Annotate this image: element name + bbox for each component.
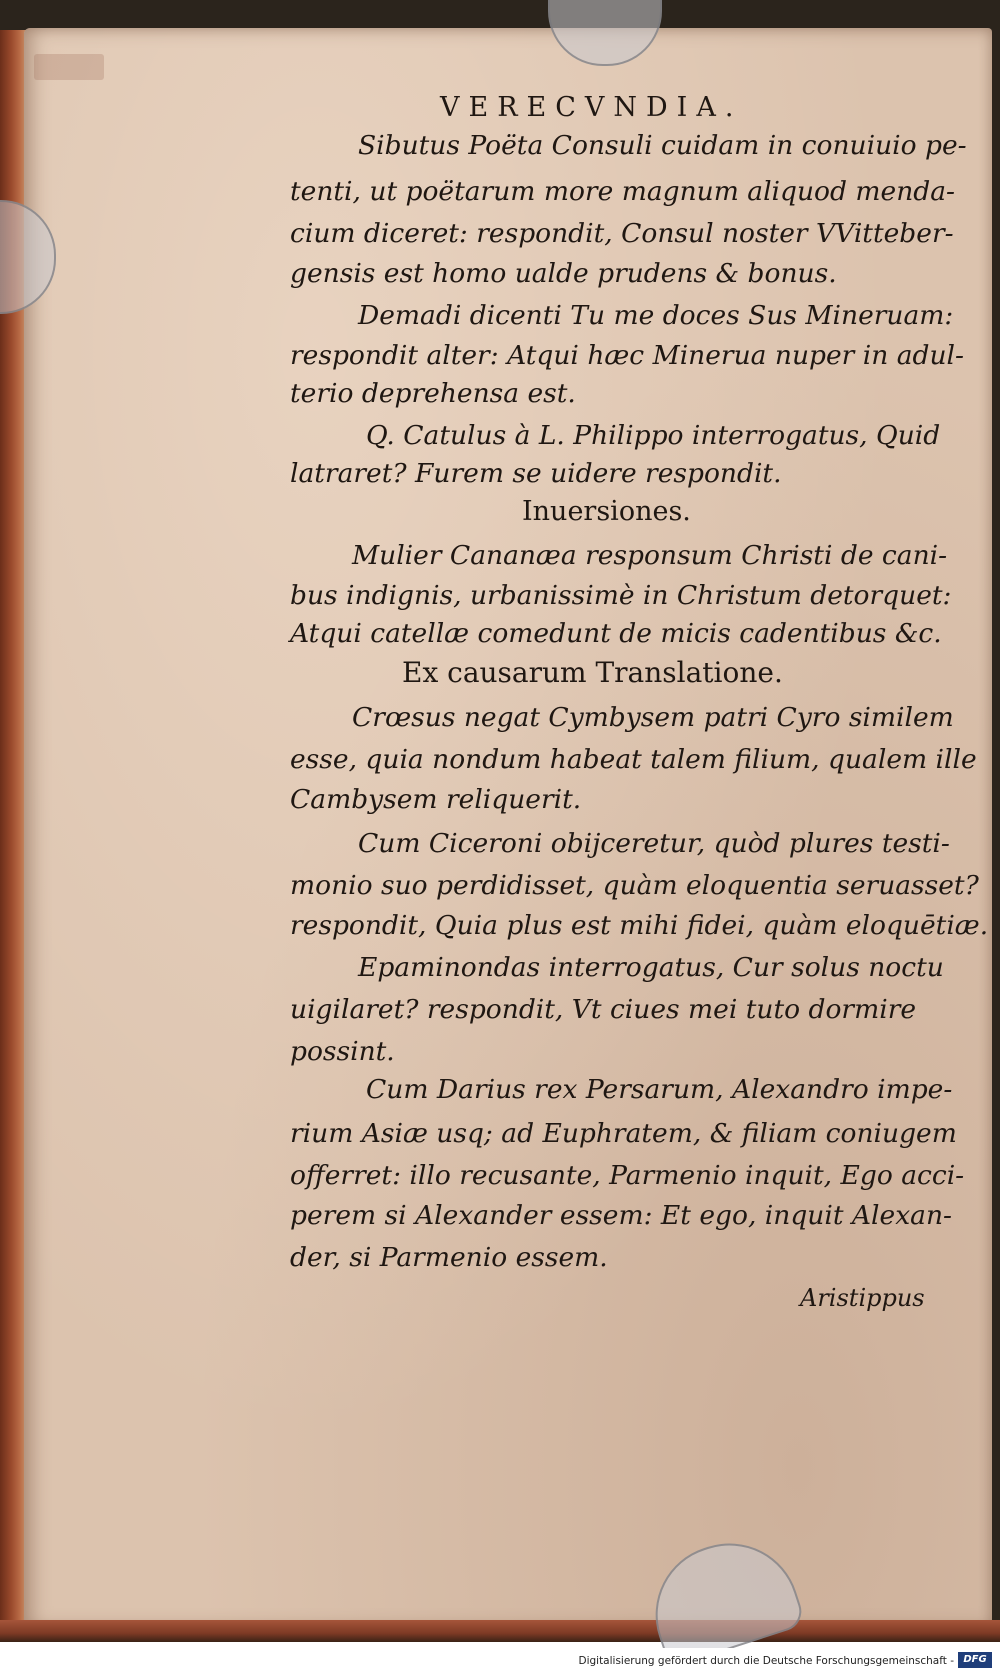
dfg-logo-icon: DFG: [958, 1652, 992, 1668]
text-line: Cum Ciceroni obijceretur, quòd plures testi-: [358, 828, 950, 859]
text-line: Cambysem reliquerit.: [290, 784, 582, 815]
catchword: Aristippus: [800, 1284, 925, 1312]
book-bottom-edge: [0, 1620, 1000, 1642]
text-line: perem si Alexander essem: Et ego, inquit Alexan-: [290, 1200, 952, 1231]
text-line: rium Asiæ usq; ad Euphratem, & filiam coniugem: [290, 1118, 957, 1149]
text-line: uigilaret? respondit, Vt ciues mei tuto dormire: [290, 994, 917, 1025]
text-line: possint.: [290, 1036, 395, 1067]
text-line: respondit alter: Atqui hæc Minerua nuper in adul-: [290, 340, 964, 371]
footer-credit: Digitalisierung gefördert durch die Deutsche Forschungsgemeinschaft -: [578, 1655, 954, 1667]
text-line: Atqui catellæ comedunt de micis cadentibus &c.: [290, 618, 942, 649]
text-line: Mulier Cananæa responsum Christi de cani-: [352, 540, 948, 571]
faded-stamp: [34, 54, 104, 80]
section-heading-inversiones: Inuersiones.: [522, 496, 691, 527]
text-line: Crœsus negat Cymbysem patri Cyro similem: [352, 702, 954, 733]
text-line: latraret? Furem se uidere respondit.: [290, 458, 782, 489]
text-line: gensis est homo ualde prudens & bonus.: [290, 258, 837, 289]
text-line: monio suo perdidisset, quàm eloquentia seruasset?: [290, 870, 979, 901]
text-line: offerret: illo recusante, Parmenio inquit, Ego acci-: [290, 1160, 965, 1191]
text-line: Cum Darius rex Persarum, Alexandro impe-: [366, 1074, 953, 1105]
text-line: der, si Parmenio essem.: [290, 1242, 608, 1273]
running-head: VERECVNDIA.: [440, 92, 743, 123]
text-line: terio deprehensa est.: [290, 378, 576, 409]
text-line: bus indignis, urbanissimè in Christum detorquet:: [290, 580, 952, 611]
text-line: Epaminondas interrogatus, Cur solus noctu: [358, 952, 944, 983]
text-line: cium diceret: respondit, Consul noster VVitteber-: [290, 218, 954, 249]
text-line: Sibutus Poëta Consuli cuidam in conuiuio pe-: [358, 130, 967, 161]
text-line: Demadi dicenti Tu me doces Sus Mineruam:: [358, 300, 954, 331]
text-line: tenti, ut poëtarum more magnum aliquod menda-: [290, 176, 955, 207]
text-line: esse, quia nondum habeat talem filium, qualem ille: [290, 744, 977, 775]
section-heading-translatione: Ex causarum Translatione.: [402, 656, 783, 689]
text-line: respondit, Quia plus est mihi fidei, quàm eloquētiæ.: [290, 910, 989, 941]
text-line: Q. Catulus à L. Philippo interrogatus, Quid: [366, 420, 941, 451]
